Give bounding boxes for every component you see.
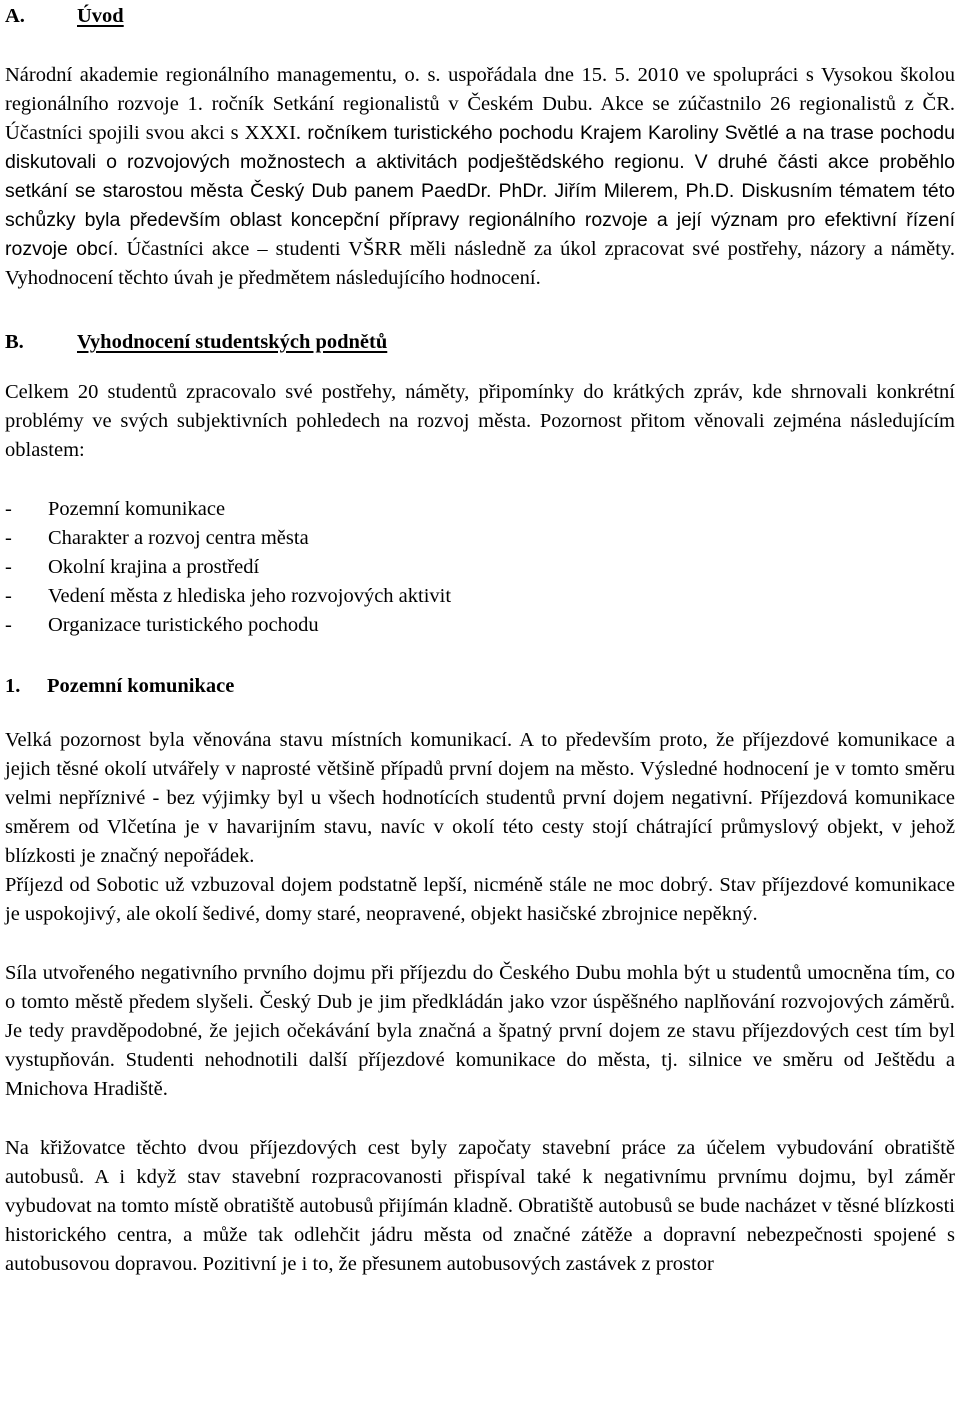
- roads-paragraph-3: Síla utvořeného negativního prvního dojmu při příjezdu do Českého Dubu mohla být u studentů umocněna tím, co o tomto městě předem slyšeli. Český Dub je jim předkládán jako vzor úspěšného naplňování rozvojových záměrů. Je tedy pravděpodobné, že jejich očekávání byla značná a špatný první dojem ze stavu příjezdových cest tím byl vystupňován. Studenti nehodnotili další příjezdové komunikace do města, tj. silnice ve směru od Ještědu a Mnichova Hradiště.: [5, 962, 955, 1100]
- section-b-intro: Celkem 20 studentů zpracovalo své postřehy, náměty, připomínky do krátkých zpráv, kde shrnovali konkrétní problémy ve svých subjektivních pohledech na rozvoj města. Pozornost přitom věnovali zejména následujícím oblastem:: [5, 381, 955, 461]
- roads-paragraph-4: Na křižovatce těchto dvou příjezdových cest byly započaty stavební práce za účelem vybudování obratiště autobusů. A i když stav stavební rozpracovanosti přispíval také k negativnímu prvnímu dojmu, byl záměr vybudovat na tomto místě obratiště autobusů přijímán kladně. Obratiště autobusů se bude nacházet v těsné blízkosti historického centra, a může tak odlehčit jádru města od značné zátěže a dopravní nebezpečnosti spojené s autobusovou dopravou. Pozitivní je i to, že přesunem autobusových zastávek z prostor: [5, 1137, 955, 1275]
- intro-sentence-1: Národní akademie regionálního managementu, o. s. uspořádala dne 15. 5. 2010 ve spolupráci s Vysokou školou regionálního rozvoje 1. ročník Setkání regionalistů v Českém Dubu. Akce se zúčastnilo 26 regionalistů z ČR. Účastníci spojili svou akci s XXXI.: [5, 64, 955, 144]
- list-item: - Organizace turistického pochodu: [5, 611, 955, 640]
- intro-paragraph: [5, 61, 955, 293]
- areas-list: [5, 495, 955, 640]
- section-b-heading: [5, 328, 955, 357]
- section-b-number: B.: [5, 331, 24, 353]
- section-a-heading: [5, 2, 955, 31]
- section-a-title: Úvod: [77, 5, 124, 27]
- list-item: - Pozemní komunikace: [5, 495, 955, 524]
- subsection-1-number: 1.: [5, 675, 21, 697]
- subsection-1-heading: [5, 672, 955, 701]
- list-item: - Charakter a rozvoj centra města: [5, 524, 955, 553]
- document-page: [5, 0, 955, 1279]
- section-b-title: Vyhodnocení studentských podnětů: [77, 331, 388, 353]
- roads-paragraph-1: Velká pozornost byla věnována stavu místních komunikací. A to především proto, že příjezdové komunikace a jejich těsné okolí utvářely v naprosté většině případů první dojem na město. Výsledné hodnocení je v tomto směru velmi nepříznivé - bez výjimky byl u všech hodnotících studentů první dojem negativní. Příjezdová komunikace směrem od Vlčetína je v havarijním stavu, navíc v okolí této cesty stojí chátrající průmyslový objekt, v jehož blízkosti je značný nepořádek.: [5, 729, 955, 867]
- subsection-1-title: Pozemní komunikace: [47, 675, 235, 697]
- list-item: - Vedení města z hlediska jeho rozvojových aktivit: [5, 582, 955, 611]
- section-a-number: A.: [5, 5, 25, 27]
- roads-paragraph-2: Příjezd od Sobotic už vzbuzoval dojem podstatně lepší, nicméně stále ne moc dobrý. Stav příjezdové komunikace je uspokojivý, ale okolí šedivé, domy staré, neopravené, objekt hasičské zbrojnice nepěkný.: [5, 874, 955, 925]
- intro-sentence-2: ročníkem turistického pochodu Krajem Karoliny Světlé a na trase pochodu diskutovali o rozvojových možnostech a aktivitách podještědského regionu. V druhé části akce proběhlo setkání se starostou města Český Dub panem PaedDr. PhDr. Jiřím Milerem, Ph.D. Diskusním tématem této schůzky byla především oblast koncepční přípravy regionálního rozvoje a její význam pro efektivní řízení rozvoje obcí.: [5, 122, 955, 260]
- list-item: - Okolní krajina a prostředí: [5, 553, 955, 582]
- intro-sentence-3: Účastníci akce – studenti VŠRR měli následně za úkol zpracovat své postřehy, názory a náměty. Vyhodnocení těchto úvah je předmětem následujícího hodnocení.: [5, 238, 955, 289]
